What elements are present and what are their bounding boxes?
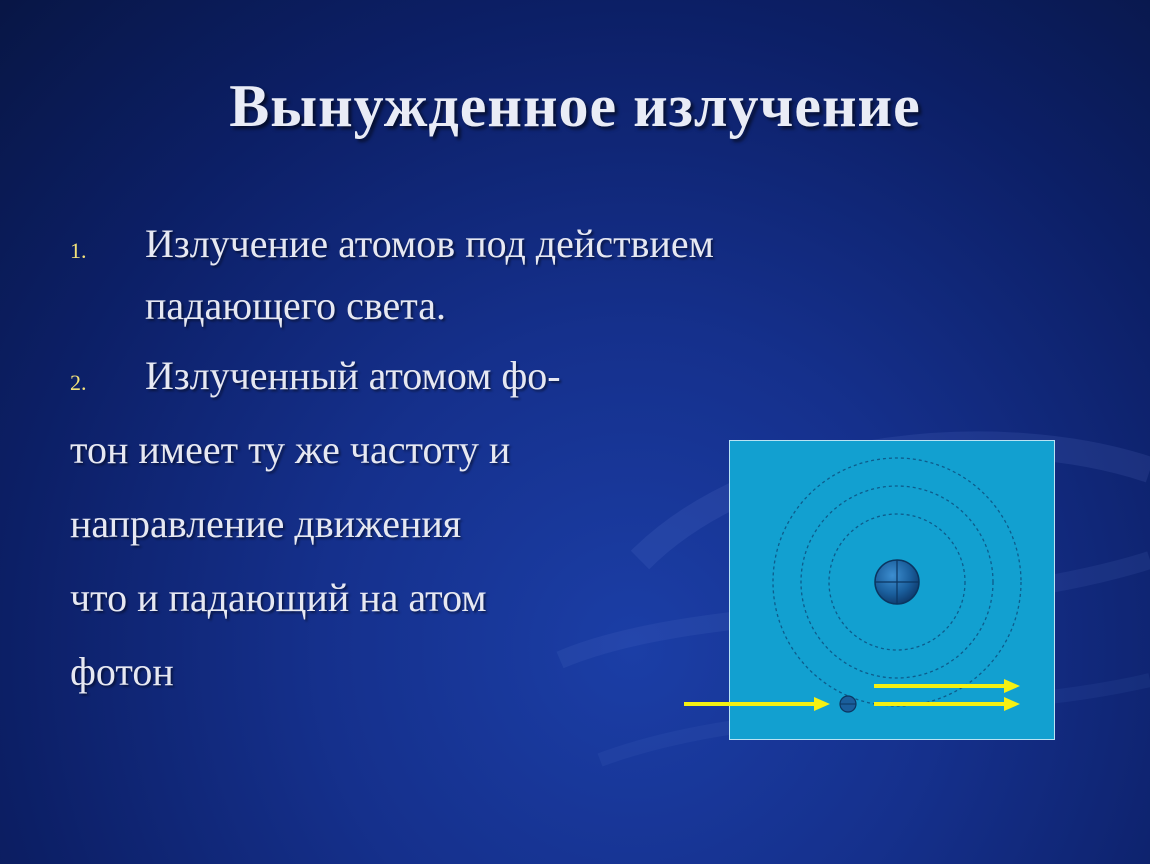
list-item-text-line: Излучение атомов под действием — [145, 221, 714, 266]
list-number: 1. — [70, 238, 87, 263]
photon-arrow-icon — [684, 697, 830, 711]
list-number: 2. — [70, 370, 87, 395]
electron-icon — [840, 696, 856, 712]
slide-title: Вынужденное излучение — [229, 73, 921, 139]
continuation-line: тон имеет ту же частоту и — [70, 427, 511, 472]
photon-arrow-icon — [874, 679, 1020, 693]
list-item-text-line: падающего света. — [145, 283, 446, 328]
atom-nucleus-icon — [875, 560, 919, 604]
list-item-text-line: Излученный атомом фо- — [145, 353, 561, 398]
continuation-line: фотон — [70, 649, 174, 694]
continuation-line: что и падающий на атом — [70, 575, 487, 620]
photon-arrow-icon — [874, 697, 1020, 711]
continuation-line: направление движения — [70, 501, 462, 546]
